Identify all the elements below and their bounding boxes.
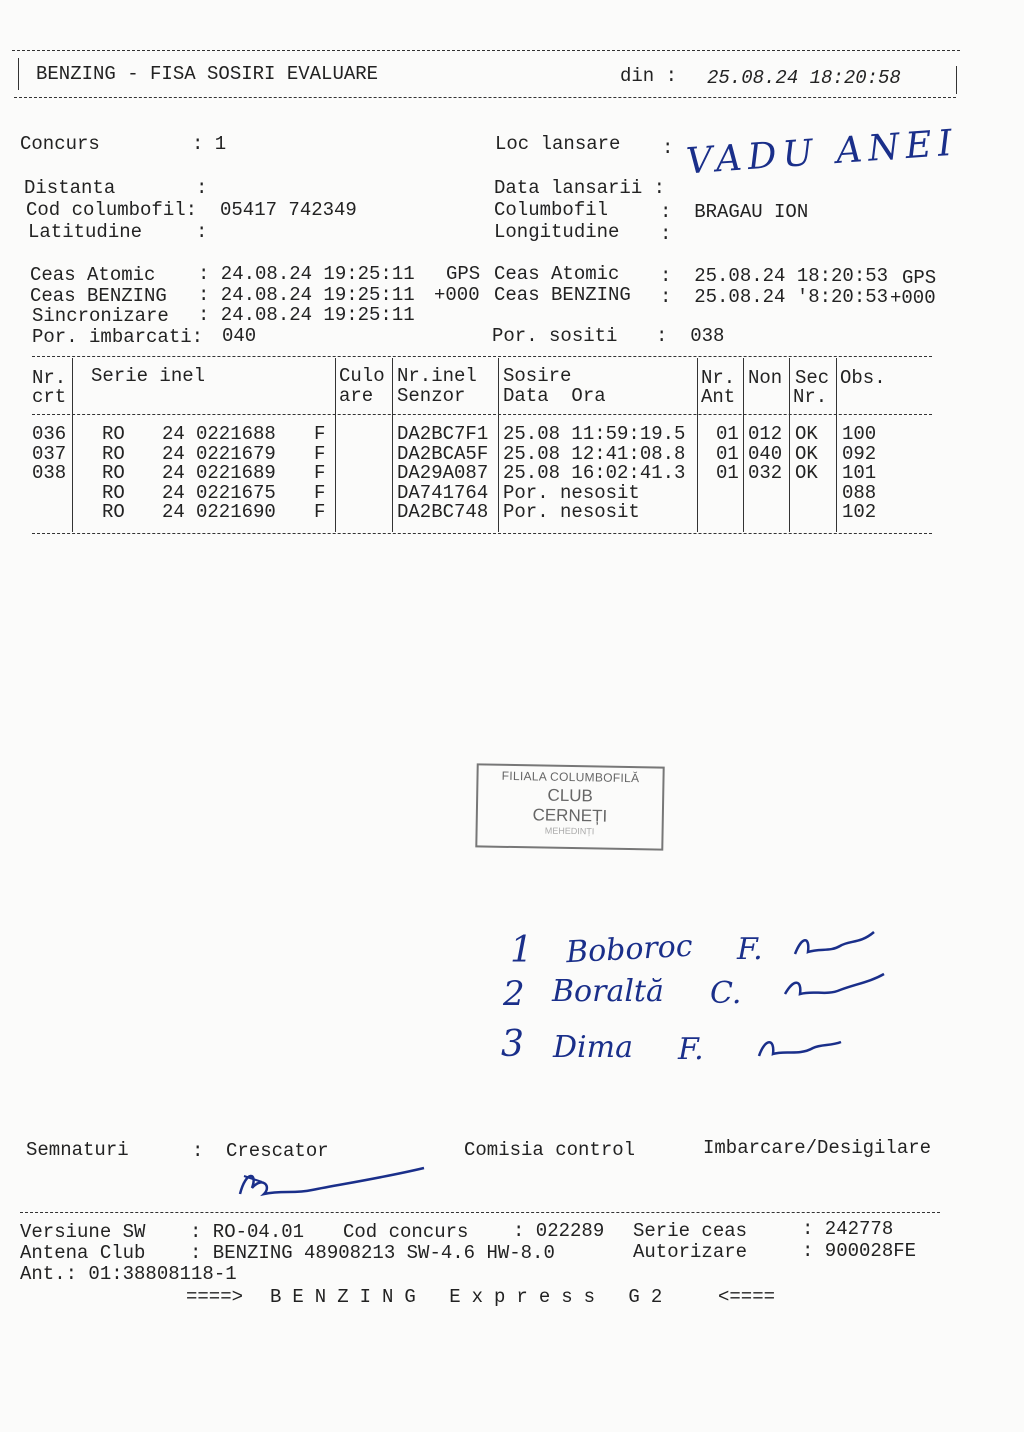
left-clock-value: : 24.08.24 19:25:11	[198, 263, 415, 285]
crescator-signature-icon	[232, 1164, 432, 1206]
report-date-label: din :	[620, 65, 678, 87]
right-clock-suffix: +000	[890, 287, 936, 309]
header-left-border	[18, 58, 19, 90]
left-clock-suffix: +000	[434, 284, 480, 306]
th-sec: Sec	[795, 367, 830, 389]
concurs-value: : 1	[192, 133, 227, 155]
table-col-divider	[836, 358, 837, 532]
row-antenna: 01	[716, 423, 739, 445]
th-serie: Serie inel	[91, 365, 206, 387]
row-arrival: 25.08 11:59:19.5	[503, 423, 686, 445]
th-sec: Nr.	[793, 386, 828, 408]
distanta-value: :	[196, 177, 208, 199]
row-sensor: DA2BCA5F	[397, 442, 489, 465]
handwritten-signature-icon	[780, 968, 890, 1008]
row-non: 032	[748, 462, 783, 485]
row-sensor: DA741764	[397, 481, 489, 504]
table-col-divider	[392, 358, 393, 532]
columbofil-label: Columbofil	[494, 199, 609, 221]
concurs-label: Concurs	[20, 133, 100, 155]
cod-columbofil-label: Cod columbofil:	[26, 199, 198, 221]
table-top-border	[32, 356, 932, 357]
versiune-label: Versiune SW	[20, 1221, 146, 1243]
loc-lansare-colon: :	[662, 137, 674, 159]
row-ring: 0221675	[196, 481, 276, 504]
table-col-divider	[789, 358, 790, 532]
table-col-divider	[335, 358, 336, 532]
latitudine-value: :	[196, 221, 208, 243]
row-ring: 0221688	[196, 423, 276, 445]
imbarcare-label: Imbarcare/Desigilare	[703, 1137, 932, 1159]
report-title: BENZING - FISA SOSIRI EVALUARE	[36, 63, 379, 85]
handwritten-initial: F.	[678, 1032, 704, 1067]
autorizare-value: : 900028FE	[802, 1240, 917, 1262]
antena-value: : BENZING 48908213 SW-4.6 HW-8.0	[190, 1242, 555, 1264]
row-antenna: 01	[716, 442, 739, 465]
header-top-border	[12, 50, 960, 51]
th-nr: crt	[32, 386, 67, 408]
right-clock-label: Ceas BENZING	[494, 284, 631, 306]
row-ring: 0221679	[196, 442, 276, 465]
row-arrival: 25.08 12:41:08.8	[503, 442, 686, 465]
row-country: RO	[102, 481, 125, 504]
th-nrinel: Nr.inel	[397, 365, 477, 387]
stamp-line: MEHEDINȚI	[544, 825, 595, 837]
stamp-line: CLUB	[547, 785, 594, 806]
por-imbarcati-value: 040	[222, 325, 257, 347]
footer-product-title: BENZING Express G2	[270, 1286, 674, 1308]
row-sec: OK	[795, 442, 818, 465]
th-ant: Ant	[701, 386, 736, 408]
header-right-border	[956, 66, 957, 94]
row-year: 24	[162, 481, 185, 504]
row-sex: F	[314, 481, 326, 504]
data-lansarii-label: Data lansarii :	[494, 177, 666, 199]
row-country: RO	[102, 442, 125, 465]
comisia-label: Comisia control	[464, 1139, 636, 1161]
th-obs: Obs.	[840, 367, 886, 389]
table-col-divider	[498, 358, 499, 532]
columbofil-value: : BRAGAU ION	[660, 201, 809, 223]
handwritten-signature-icon	[790, 926, 880, 966]
row-country: RO	[102, 423, 125, 445]
row-nr: 037	[32, 442, 67, 465]
row-obs: 100	[842, 423, 877, 445]
handwritten-name: Dima	[553, 1030, 633, 1065]
left-clock-value: : 24.08.24 19:25:11	[198, 284, 415, 306]
row-ring: 0221690	[196, 501, 276, 524]
versiune-value: : RO-04.01	[190, 1221, 305, 1243]
right-clock-label: Ceas Atomic	[494, 263, 620, 285]
row-year: 24	[162, 462, 185, 485]
th-culoare: are	[339, 385, 374, 407]
longitudine-value: :	[660, 223, 672, 245]
antena-label: Antena Club	[20, 1242, 146, 1264]
handwritten-signature-icon	[755, 1032, 845, 1064]
report-date-value: 25.08.24 18:20:58	[707, 67, 901, 89]
left-clock-label: Sincronizare	[32, 305, 169, 327]
th-nr: Nr.	[32, 367, 67, 389]
antena-id: Ant.: 01:38808118-1	[20, 1263, 237, 1285]
por-sositi-value: : 038	[656, 325, 725, 347]
club-stamp	[475, 763, 664, 850]
table-col-divider	[697, 358, 698, 532]
th-sosire: Data Ora	[503, 385, 606, 407]
row-country: RO	[102, 501, 125, 524]
stamp-line: FILIALA COLUMBOFILĂ	[501, 768, 640, 786]
row-obs: 101	[842, 462, 877, 485]
signatures-label: Semnaturi	[26, 1139, 129, 1161]
table-col-divider	[743, 358, 744, 532]
row-year: 24	[162, 423, 185, 445]
th-non: Non	[748, 367, 783, 389]
th-ant: Nr.	[701, 367, 736, 389]
row-arrival: 25.08 16:02:41.3	[503, 462, 686, 485]
left-clock-value: : 24.08.24 19:25:11	[198, 304, 415, 326]
footer-arrow-left: ====>	[186, 1286, 244, 1308]
row-non: 012	[748, 423, 783, 445]
right-clock-value: : 25.08.24 18:20:53	[660, 265, 889, 287]
th-culoare: Culo	[339, 365, 385, 387]
serie-ceas-value: : 242778	[802, 1218, 894, 1240]
left-clock-suffix: GPS	[446, 263, 481, 285]
por-sositi-label: Por. sositi	[492, 325, 618, 347]
row-sex: F	[314, 442, 326, 465]
footer-arrow-right: <====	[718, 1286, 776, 1308]
th-nrinel: Senzor	[397, 385, 466, 407]
autorizare-label: Autorizare	[633, 1241, 748, 1263]
footer-border	[20, 1212, 940, 1213]
cod-columbofil-value: 05417 742349	[220, 199, 357, 221]
row-nr: 036	[32, 423, 67, 445]
row-sec: OK	[795, 462, 818, 485]
handwritten-number: 2	[503, 974, 525, 1014]
cod-concurs-value: : 022289	[513, 1220, 605, 1242]
row-non: 040	[748, 442, 783, 465]
row-obs: 102	[842, 501, 877, 524]
row-antenna: 01	[716, 462, 739, 485]
table-col-divider	[72, 358, 73, 532]
row-ring: 0221689	[196, 462, 276, 485]
handwritten-number: 1	[510, 930, 533, 971]
row-country: RO	[102, 462, 125, 485]
longitudine-label: Longitudine	[494, 221, 620, 243]
th-sosire: Sosire	[503, 365, 572, 387]
handwritten-initial: C.	[710, 976, 742, 1011]
handwritten-initial: F.	[737, 932, 763, 967]
row-sex: F	[314, 423, 326, 445]
row-sex: F	[314, 462, 326, 485]
row-sensor: DA2BC748	[397, 501, 489, 524]
serie-ceas-label: Serie ceas	[633, 1220, 748, 1242]
left-clock-label: Ceas Atomic	[30, 264, 156, 286]
row-sec: OK	[795, 423, 818, 445]
handwritten-number: 3	[501, 1024, 524, 1065]
row-obs: 088	[842, 481, 877, 504]
loc-lansare-label: Loc lansare	[495, 133, 621, 155]
handwritten-name: Boraltă	[552, 974, 664, 1009]
left-clock-label: Ceas BENZING	[30, 285, 167, 307]
stamp-line: CERNEȚI	[532, 805, 608, 826]
row-sensor: DA29A087	[397, 462, 489, 485]
crescator-label: Crescator	[226, 1140, 329, 1162]
row-sex: F	[314, 501, 326, 524]
signatures-colon: :	[192, 1140, 204, 1162]
cod-concurs-label: Cod concurs	[343, 1221, 469, 1243]
row-year: 24	[162, 442, 185, 465]
latitudine-label: Latitudine	[28, 221, 143, 243]
row-arrival: Por. nesosit	[503, 501, 640, 524]
row-sensor: DA2BC7F1	[397, 423, 489, 445]
right-clock-value: : 25.08.24 '8:20:53	[660, 286, 889, 308]
row-obs: 092	[842, 442, 877, 465]
distanta-label: Distanta	[24, 177, 116, 199]
row-year: 24	[162, 501, 185, 524]
row-nr: 038	[32, 462, 67, 485]
table-bottom-border	[32, 533, 932, 534]
loc-lansare-handwritten: VADU ANEI	[684, 122, 960, 183]
header-bottom-border	[14, 97, 956, 98]
table-header-border	[32, 414, 932, 415]
right-clock-suffix: GPS	[902, 267, 937, 289]
row-arrival: Por. nesosit	[503, 481, 640, 504]
por-imbarcati-label: Por. imbarcati:	[32, 326, 204, 348]
handwritten-name: Boboroc	[565, 928, 694, 971]
